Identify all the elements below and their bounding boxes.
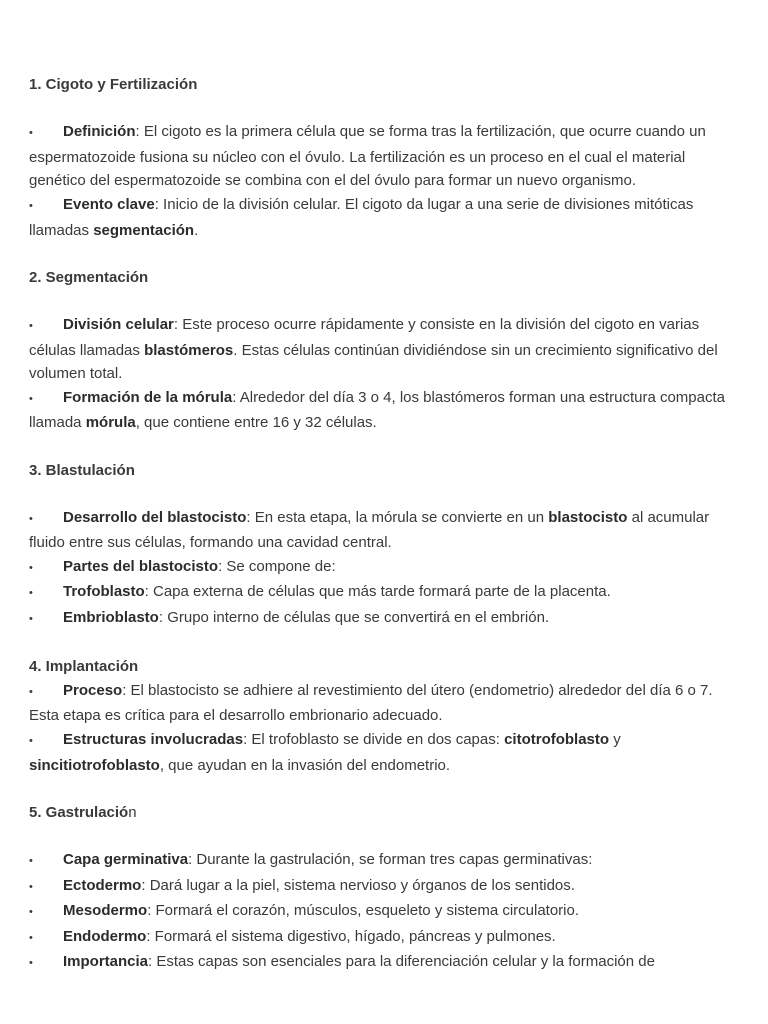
bullet-icon: •	[29, 931, 33, 944]
item-emphasis: blastómeros	[144, 341, 234, 359]
bullet-icon: •	[29, 957, 33, 970]
item-text: : El cigoto es la primera célula que se forma tras la fertilización, que ocurre cuando un espermatozoide fusiona su núcleo con el óvulo. La fertilización es un proceso en el cual el material genético del espermatozoide se combina con el del óvulo para formar un nuevo organismo.	[29, 123, 706, 190]
document-body	[29, 73, 741, 976]
item-term: Embrioblasto	[63, 609, 159, 627]
bullet-icon: •	[29, 587, 33, 600]
item-emphasis: segmentación	[93, 221, 195, 239]
item-term: Estructuras involucradas	[63, 731, 244, 749]
item-term: Ectodermo	[63, 876, 142, 894]
item-term: Trofoblasto	[63, 583, 145, 601]
bullet-icon: •	[29, 880, 33, 893]
item-emphasis: sincitiotrofoblasto	[29, 756, 160, 774]
item-emphasis: blastocisto	[548, 508, 628, 526]
bullet-icon: •	[29, 127, 33, 140]
list-item	[29, 386, 741, 435]
list-item	[29, 313, 741, 386]
list-item	[29, 899, 741, 925]
item-text: : En esta etapa, la mórula se convierte en un	[246, 508, 549, 526]
item-term: Importancia	[63, 953, 149, 971]
list-item	[29, 950, 741, 976]
item-text: : El blastocisto se adhiere al revestimiento del útero (endometrio) alrededor del día 6 o 7. Esta etapa es crítica para el desarrollo embrionario adecuado.	[29, 681, 713, 725]
item-emphasis: citotrofoblasto	[504, 731, 610, 749]
bullet-icon: •	[29, 735, 33, 748]
section-heading-gastrulacion	[29, 801, 741, 825]
item-text: : Inicio de la división celular. El cigoto da lugar a una serie de divisiones mitóticas llamadas	[29, 195, 694, 239]
item-text: : Dará lugar a la piel, sistema nervioso y órganos de los sentidos.	[141, 876, 575, 894]
item-text: y	[609, 731, 621, 749]
item-term: Capa germinativa	[63, 851, 189, 868]
item-term: Evento clave	[63, 195, 155, 213]
item-text: : Se compone de:	[218, 557, 336, 575]
item-text: : Formará el corazón, músculos, esqueleto y sistema circulatorio.	[147, 902, 580, 920]
bullet-icon: •	[29, 392, 33, 405]
item-term: Mesodermo	[63, 902, 148, 920]
list-item	[29, 193, 741, 242]
item-term: Desarrollo del blastocisto	[63, 508, 247, 526]
item-text: : Capa externa de células que más tarde formará parte de la placenta.	[144, 583, 611, 601]
item-term: Partes del blastocisto	[63, 557, 219, 575]
bullet-icon: •	[29, 855, 33, 867]
bullet-icon: •	[29, 613, 33, 626]
item-text: .	[194, 221, 199, 239]
item-term: Endodermo	[63, 927, 147, 945]
list-item	[29, 606, 741, 632]
section-heading-segmentacion: 2. Segmentación	[29, 268, 149, 286]
list-item	[29, 848, 741, 874]
item-text: : Formará el sistema digestivo, hígado, páncreas y pulmones.	[146, 927, 556, 945]
item-text: : El trofoblasto se divide en dos capas:	[243, 731, 505, 749]
bullet-icon: •	[29, 906, 33, 919]
list-item	[29, 506, 741, 555]
item-term: División celular	[63, 315, 174, 333]
list-item	[29, 679, 741, 728]
item-term: Formación de la mórula	[63, 388, 233, 406]
list-item	[29, 580, 741, 606]
bullet-icon: •	[29, 319, 33, 332]
bullet-icon: •	[29, 512, 33, 525]
heading-tail: n	[128, 803, 137, 821]
item-emphasis: mórula	[85, 414, 136, 432]
item-text: , que ayudan en la invasión del endometrio.	[159, 756, 451, 774]
list-item	[29, 874, 741, 900]
bullet-icon: •	[29, 561, 33, 574]
list-item	[29, 728, 741, 777]
item-text: . Estas células continúan dividiéndose sin un crecimiento significativo del volumen total.	[29, 341, 718, 383]
item-text: : Grupo interno de células que se convertirá en el embrión.	[158, 609, 550, 627]
list-item	[29, 120, 741, 193]
list-item	[29, 925, 741, 951]
item-term: Definición	[63, 123, 136, 141]
item-text: : Estas capas son esenciales para la diferenciación celular y la formación de	[148, 953, 655, 971]
item-text: : Este proceso ocurre rápidamente y consiste en la división del cigoto en varias células llamadas	[29, 315, 700, 359]
item-text: al acumular fluido entre sus células, formando una cavidad central.	[29, 508, 710, 552]
list-item	[29, 555, 741, 581]
section-heading-cigoto: 1. Cigoto y Fertilización	[29, 76, 198, 93]
bullet-icon: •	[29, 685, 33, 698]
bullet-icon: •	[29, 199, 33, 212]
item-text: : Durante la gastrulación, se forman tres capas germinativas:	[188, 851, 593, 868]
section-heading-blastulacion: 3. Blastulación	[29, 461, 135, 479]
item-text: , que contiene entre 16 y 32 células.	[135, 414, 377, 432]
item-text: : Alrededor del día 3 o 4, los blastómeros forman una estructura compacta llamada	[29, 388, 725, 432]
section-heading-implantacion: 4. Implantación	[29, 658, 139, 676]
heading-text: 5. Gastrulació	[29, 803, 129, 821]
item-term: Proceso	[63, 681, 123, 699]
